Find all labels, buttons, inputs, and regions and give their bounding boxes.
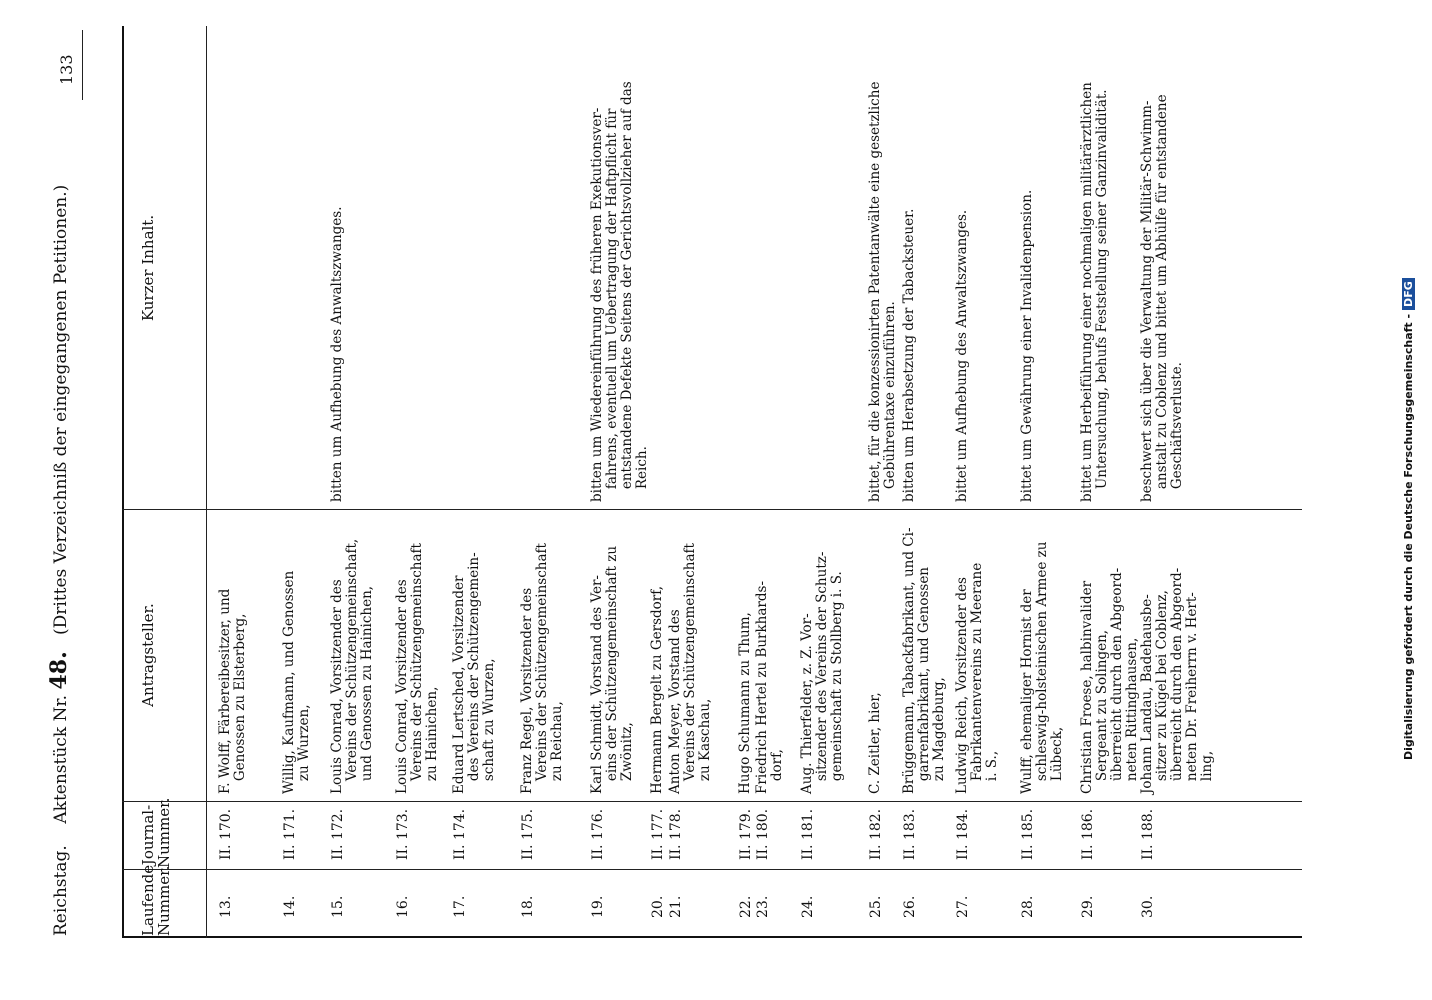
row-antragsteller: Wulff, ehemaliger Hornist der schleswig-holsteinischen Armee zu Lübeck, [1019,541,1065,794]
row-inhalt: bittet um Gewährung einer Invalidenpension. [1019,189,1035,502]
page-number-rule [82,30,83,100]
row-lfd: 22. [738,895,754,918]
col-rule-1 [122,869,1302,870]
row-antragsteller: Ludwig Reich, Vorsitzender des Fabrikantenvereins zu Meerane i. S., [954,562,1000,794]
header-subtitle: (Drittes Verzeichniß der eingegangenen Petitionen.) [51,184,71,636]
row-inhalt: bittet um Aufhebung des Anwaltszwanges. [954,209,970,502]
row-antragsteller: Eduard Lertsched, Vorsitzender des Vereins der Schützengemein- schaft zu Wurzen, [451,552,497,794]
row-journal: II. 180. [755,808,771,860]
row-inhalt: bittet, für die konzessionirten Patentanwälte eine gesetzliche Gebührentaxe einzuführen. [867,81,898,502]
row-antragsteller: Anton Meyer, Vorstand des Vereins der Schützengemeinschaft zu Kaschau, [667,543,713,794]
header-prefix: Reichstag. [51,845,71,936]
row-antragsteller: Aug. Thierfelder, z. Z. Vor- sitzender des Vereins der Schutz- gemeinschaft zu Stollberg i. S. [799,551,845,794]
row-journal: II. 179. [738,808,754,860]
row-journal: II. 176. [590,808,606,860]
row-lfd: 28. [1020,895,1036,918]
row-antragsteller: Karl Schmidt, Vorstand des Ver- eins der Schützengemeinschaft zu Zwönitz, [589,545,635,794]
col-rule-2 [122,801,1302,802]
row-inhalt: bitten um Aufhebung des Anwaltszwanges. [329,206,345,502]
row-inhalt: bitten um Herabsetzung der Tabacksteuer. [901,208,917,502]
col-head-laufende: Laufende Nummer. [139,864,173,936]
row-inhalt: bitten um Wiedereinführung des früheren Exekutionsver- fahrens, eventuell um Uebertragung der Haftpflicht für entstandene Defekte Seitens der Gerichtsvollzieher auf das Reich. [589,81,650,502]
row-journal: II. 172. [330,808,346,860]
row-journal: II. 182. [868,808,884,860]
row-antragsteller: Louis Conrad, Vorsitzender des Vereins der Schützengemeinschaft zu Hainichen, [394,543,440,794]
row-lfd: 20. [650,895,666,918]
row-journal: II. 178. [668,808,684,860]
col-rule-3 [122,509,1302,510]
row-lfd: 17. [452,895,468,918]
table-left-rule [122,936,1302,938]
row-antragsteller: Friedrich Hertel zu Burkhards- dorf, [754,580,785,794]
row-antragsteller: Louis Conrad, Vorsitzender des Vereins der Schützengemeinschaft, und Genossen zu Hainichen, [329,538,375,794]
row-lfd: 27. [955,895,971,918]
row-journal: II. 183. [902,808,918,860]
row-journal: II. 170. [218,808,234,860]
row-antragsteller: Brüggemann, Tabackfabrikant, und Ci- garrenfabrikant, und Genossen zu Magdeburg, [901,527,947,794]
row-antragsteller: Christian Froese, halbinvalider Sergeant zu Solingen, überreicht durch den Abgeord- neten Rittinghausen, [1079,567,1140,794]
row-journal: II. 175. [520,808,536,860]
row-lfd: 29. [1080,895,1096,918]
row-antragsteller: Hugo Schumann zu Thum, [737,612,753,794]
header-bottom-rule [206,26,207,938]
row-journal: II. 188. [1140,808,1156,860]
row-lfd: 18. [520,895,536,918]
row-antragsteller: Willig, Kaufmann, und Genossen zu Wurzen, [281,570,312,794]
row-journal: II. 186. [1080,808,1096,860]
row-journal: II. 174. [452,808,468,860]
row-lfd: 23. [755,895,771,918]
col-head-inhalt: Kurzer Inhalt. [139,214,157,322]
row-inhalt: bittet um Herbeiführung einer nochmaligen militärärztlichen Untersuchung, behufs Feststellung seiner Ganzinvalidität. [1079,82,1110,502]
row-lfd: 25. [868,895,884,918]
row-lfd: 16. [395,895,411,918]
row-lfd: 30. [1140,895,1156,918]
header-aktenstueck: Aktenstück Nr. [51,694,71,824]
row-antragsteller: Johann Landau, Badehausbe- sitzer zu Kügel bei Coblenz, überreicht durch den Abgeord- neten Dr. Freiherrn v. Hert- ling, [1139,567,1215,794]
row-lfd: 24. [800,895,816,918]
header-number: 48. [46,651,72,690]
col-head-journal: Journal-Nummer. [139,797,173,868]
stamp-text: Digitalisierung gefördert durch die Deutsche Forschungsgemeinschaft - [1402,313,1415,760]
row-inhalt: beschwert sich über die Verwaltung der Militär-Schwimm- anstalt zu Coblenz und bittet um Abhülfe für entstandene Geschäftsverluste. [1139,94,1185,502]
row-antragsteller: C. Zeitler, hier, [867,692,883,794]
row-journal: II. 177. [650,808,666,860]
row-journal: II. 173. [395,808,411,860]
col-head-antragsteller: Antragsteller. [139,603,157,707]
dfg-logo: DFG [1402,278,1415,310]
row-lfd: 14. [282,895,298,918]
row-antragsteller: F. Wolff, Färbereibesitzer, und Genossen zu Elsterberg, [217,588,248,794]
row-lfd: 13. [218,895,234,918]
row-antragsteller: Franz Regel, Vorsitzender des Vereins der Schützengemeinschaft zu Reichau, [519,543,565,794]
row-lfd: 21. [668,895,684,918]
row-journal: II. 171. [282,808,298,860]
row-journal: II. 184. [955,808,971,860]
row-journal: II. 185. [1020,808,1036,860]
row-lfd: 19. [590,895,606,918]
row-lfd: 26. [902,895,918,918]
page-header [46,185,72,936]
row-journal: II. 181. [800,808,816,860]
row-lfd: 15. [330,895,346,918]
row-antragsteller: Hermann Bergelt zu Gersdorf, [649,585,665,794]
page-number: 133 [57,54,76,85]
dfg-stamp [1402,278,1415,760]
